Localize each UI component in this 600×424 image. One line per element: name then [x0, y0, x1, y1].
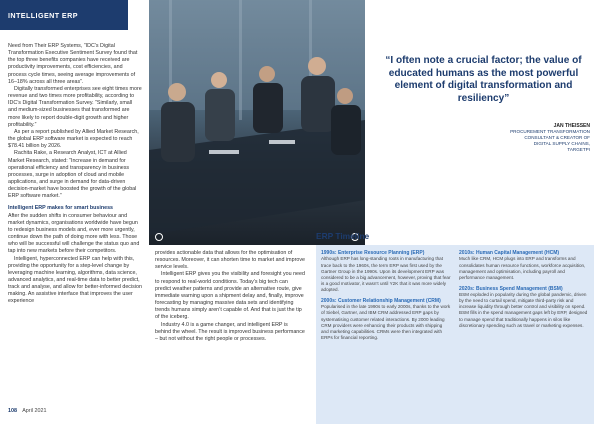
timeline-entry-heading: 2000s: Customer Relationship Management (CRM) — [321, 297, 441, 304]
timeline-title: ERP Timeline — [316, 231, 370, 241]
paragraph: Intelligent ERP gives you the visibility and foresight you need to respond to real-world conditions. Today’s big tech can predict weather patterns and provide an alternative route, give immediate warning upon a shipment delay and, finally, improve forecasting by managing massive data sets and identifying trends humans simply aren’t capable of. And that is just the tip of the iceberg. — [155, 271, 305, 321]
paragraph: As per a report published by Allied Market Research, the global ERP software market is expected to reach $78.41 billion by 2026. — [8, 128, 139, 150]
timeline-entry-heading: 1990s: Enterprise Resource Planning (ERP) — [321, 250, 425, 256]
timeline-entry — [459, 250, 589, 281]
paragraph: Intelligent, hyperconnected ERP can help with this, providing the opportunity for a step-level change by leveraging machine learning, algorithms, data science, advanced analytics, and real-time data to better predict, track and analyse, and allow for better-informed decision making. An assistive interface that improves the user experience — [8, 255, 142, 305]
paragraph: Need from Their ERP Systems, “IDC’s Digital Transformation Executive Sentiment Survey found that the top three benefits companies have received are productivity improvements, cost efficiencies, and process cycle times, seeing average improvements of 16–18% across all three areas”. — [8, 43, 138, 85]
section-header-bar — [0, 0, 128, 30]
attribution-name: JAN THEISSEN — [553, 123, 590, 129]
attribution-role: PROCUREMENT TRANSFORMATION — [510, 129, 590, 135]
page-footer — [8, 408, 46, 414]
issue-date: April 2021 — [22, 408, 47, 414]
attribution-company: TARGETPI — [567, 147, 590, 153]
timeline-column-right — [459, 250, 589, 334]
article-column-2 — [155, 250, 305, 343]
section-label: INTELLIGENT ERP — [8, 11, 78, 20]
timeline-box — [316, 245, 594, 424]
timeline-entry — [459, 286, 589, 329]
timeline-entry — [321, 250, 451, 293]
timeline-entry-heading: 2010s: Human Capital Management (HCM) — [459, 250, 560, 256]
paragraph: After the sudden shifts in consumer behaviour and market dynamics, organisations worldwide have begun to redesign business models and, ever more urgently, continue down the path of doing more with less. Those who will be successful will challenge the status quo and tap into new markets before their competitors. — [8, 212, 140, 255]
attribution-role: DIGITAL SUPPLY CHAINS, — [533, 141, 590, 147]
article-column-1 — [8, 43, 142, 306]
timeline-entry — [321, 298, 451, 341]
section-subheading: Intelligent ERP makes for smart business — [8, 205, 114, 212]
quote-attribution — [450, 123, 590, 153]
pull-quote: “I often note a crucial factor; the value of educated humans as the most powerful element of digital transformation and resiliency” — [385, 55, 582, 104]
timeline-entry-body: Popularised in the late 1990s to early 2000s, thanks to the work of Siebel, Gartner, and IBM CRM addressed ERP gaps by systematising customer related interactions. By 2000 leading CRM providers were enhancing their products with shipping and marketing capabilities. CRMs were then integrated with ERPs for financial reporting. — [321, 304, 451, 340]
timeline-entry-body: Although ERP has long-standing roots in manufacturing that trace back to the 1960s, the term ERP was first used by the Gartner Group in the 1990s. Upon its development ERP was considered to be a big advancement, however, proving that fear is a good motivator, it wasn’t until Y2K that it was more widely adopted. — [321, 256, 451, 292]
timeline-entry-heading: 2020s: Business Spend Management (BSM) — [459, 285, 563, 292]
paragraph: provides actionable data that allows for the optimisation of resources. Moreover, it can shorten time to market and improve service levels. — [155, 250, 305, 271]
paragraph: Digitally transformed enterprises see eight times more revenue and two times more profitability, according to IDC’s Digital Transformation Survey. “Similarly, small and medium-sized businesses that transformed are more likely to report double-digit growth and higher profitability.” — [8, 85, 142, 128]
page-number: 108 — [8, 408, 17, 414]
business-meeting-photo — [149, 0, 365, 245]
timeline-column-left — [321, 250, 451, 346]
timeline-entry-body: Much like CRM, HCM plugs into ERP and transforms and consolidates human resource functions, workforce acquisition, management and optimisation, including payroll and performance management. — [459, 256, 586, 280]
paragraph: Industry 4.0 is a game changer, and intelligent ERP is behind the wheel. The result is improved business performance – but not without the right people or processes. — [155, 321, 305, 342]
photo-corner-icon — [155, 233, 163, 241]
attribution-role: CONSULTANT & CREATOR OF — [524, 135, 590, 141]
timeline-entry-body: BSM exploded in popularity during the global pandemic, driven by the need to curtail spend, mitigate third-party risk and increase liquidity through better control and visibility on spend. BSM fills in the spend management gaps left by ERP, designed to manage spend that traditionally happens in silos like discretionary spending such as travel or marketing expenses. — [459, 292, 588, 328]
paragraph: Rachita Rake, a Research Analyst, ICT at Allied Market Research, stated: “Increase in demand for operational efficiency and transparency in business processes, surge in adoption of cloud and mobile applications, and surge in demand for data-driven decision-market have boosted the growth of the global ERP software market.” — [8, 150, 137, 200]
